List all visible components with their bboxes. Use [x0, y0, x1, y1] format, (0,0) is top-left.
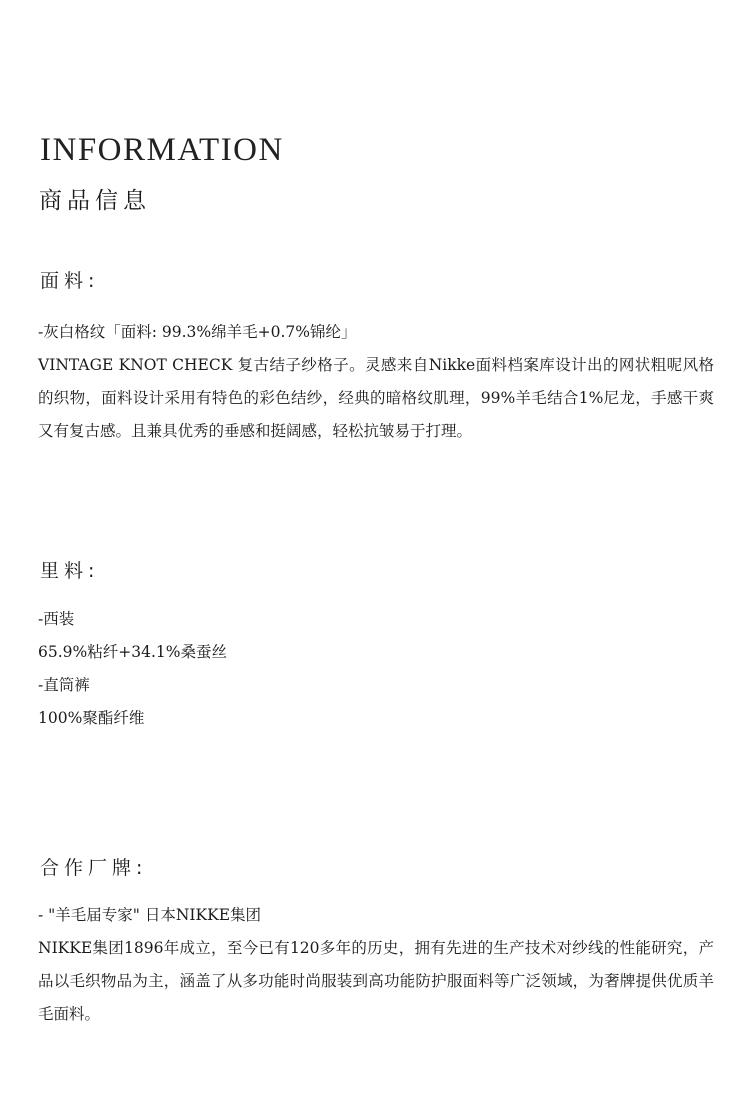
page-title-cn: 商品信息 [39, 188, 151, 214]
fabric-section-title: 面料: [40, 270, 100, 292]
fabric-section-body [38, 316, 714, 448]
lining-section-body [38, 603, 714, 735]
partner-description: NIKKE集团1896年成立，至今已有120多年的历史，拥有先进的生产技术对纱线的性能研究，产品以毛织物品为主，涵盖了从多功能时尚服装到高功能防护服面料等广泛领域，为奢牌提供优质羊毛面料。 [38, 939, 714, 1023]
lining-item-name: -直筒裤 [38, 676, 90, 694]
lining-item-composition: 100%聚酯纤维 [38, 709, 145, 727]
partner-subtitle: - "羊毛届专家" 日本NIKKE集团 [38, 906, 262, 924]
fabric-subtitle: -灰白格纹「面料: 99.3%绵羊毛+0.7%锦纶」 [38, 323, 357, 341]
lining-section-title: 里料: [40, 560, 100, 582]
partner-section-title: 合作厂牌: [40, 857, 148, 879]
page-title-en: INFORMATION [40, 132, 284, 168]
fabric-description: VINTAGE KNOT CHECK 复古结子纱格子。灵感来自Nikke面料档案库设计出的网状粗呢风格的织物，面料设计采用有特色的彩色结纱，经典的暗格纹肌理，99%羊毛结合1%尼龙，手感干爽又有复古感。且兼具优秀的垂感和挺阔感，轻松抗皱易于打理。 [38, 356, 714, 440]
lining-item-name: -西装 [38, 610, 75, 628]
partner-section-body [38, 899, 714, 1031]
lining-item-composition: 65.9%粘纤+34.1%桑蚕丝 [38, 643, 227, 661]
